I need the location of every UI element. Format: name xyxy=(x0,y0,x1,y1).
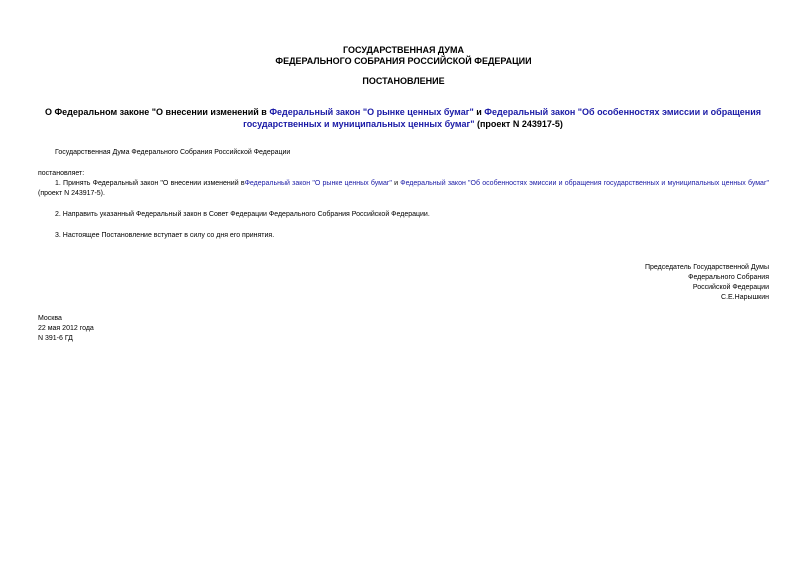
title-suffix: (проект N 243917-5) xyxy=(474,119,563,129)
item-1-paragraph xyxy=(38,179,769,199)
title-middle: и xyxy=(473,107,485,117)
item-1-middle: и xyxy=(391,180,401,187)
signatory-name: С.Е.Нарышкин xyxy=(721,294,769,301)
intro-text: Государственная Дума Федерального Собрания Российской Федерации xyxy=(55,149,291,156)
item-1-link-state-securities-law[interactable]: Федеральный закон "Об особенностях эмиссии и обращения государственных и муниципальных ценных бумаг" xyxy=(400,180,769,187)
footer-date: 22 мая 2012 года xyxy=(38,325,94,332)
footer-city: Москва xyxy=(38,315,62,322)
item-1-suffix: (проект N 243917-5). xyxy=(38,190,105,197)
signature-title-line-2: Федерального Собрания xyxy=(688,274,769,281)
title-link-securities-market-law[interactable]: Федеральный закон "О рынке ценных бумаг" xyxy=(269,107,474,117)
item-2-text: 2. Направить указанный Федеральный закон в Совет Федерации Федерального Собрания Российской Федерации. xyxy=(55,211,430,218)
document-title xyxy=(38,106,768,130)
item-1-prefix: 1. Принять Федеральный закон "О внесении изменений в xyxy=(55,180,245,187)
header-line-1: ГОСУДАРСТВЕННАЯ ДУМА xyxy=(342,45,465,55)
footer-number: N 391-6 ГД xyxy=(38,335,73,342)
item-3-text: 3. Настоящее Постановление вступает в силу со дня его принятия. xyxy=(55,232,275,239)
signature-title-line-3: Российской Федерации xyxy=(692,284,769,291)
title-prefix: О Федеральном законе "О внесении изменений в xyxy=(44,107,270,117)
item-1-link-securities-market-law[interactable]: Федеральный закон "О рынке ценных бумаг" xyxy=(244,180,392,187)
signature-title-line-1: Председатель Государственной Думы xyxy=(644,264,769,271)
document-type: ПОСТАНОВЛЕНИЕ xyxy=(362,76,445,86)
title-link-state-securities-law[interactable]: Федеральный закон "Об особенностях эмиссии и обращения государственных и муниципальных ценных бумаг" xyxy=(243,107,762,129)
resolves-text: постановляет: xyxy=(38,170,85,177)
header-line-2: ФЕДЕРАЛЬНОГО СОБРАНИЯ РОССИЙСКОЙ ФЕДЕРАЦИИ xyxy=(275,56,532,66)
